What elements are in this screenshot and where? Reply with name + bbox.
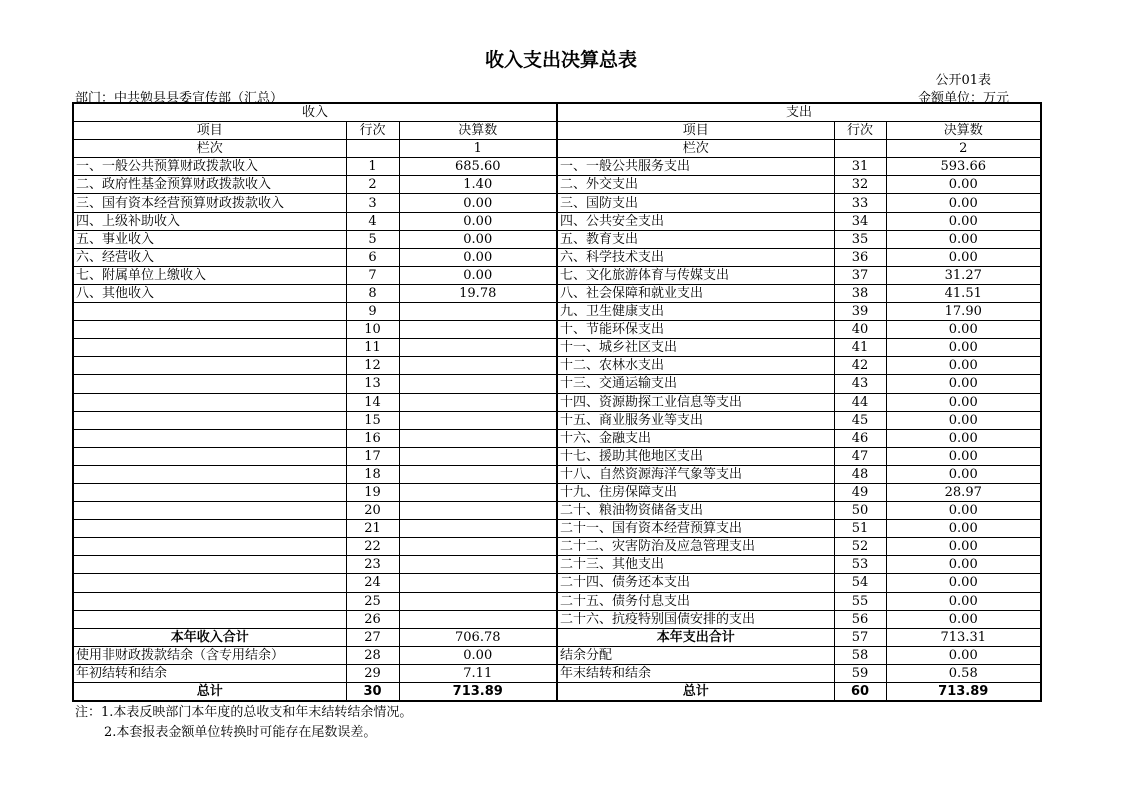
- income-item: [73, 483, 346, 501]
- income-row-no: 18: [346, 465, 399, 483]
- department-label: 部门：中共勉县县委宣传部（汇总）: [75, 91, 284, 106]
- expense-column-number: 2: [886, 140, 1041, 158]
- balance-usage-row: [73, 646, 1041, 664]
- expense-row-no: 32: [834, 176, 886, 194]
- table-row: [73, 574, 1041, 592]
- income-item: [73, 574, 346, 592]
- income-value: [399, 447, 557, 465]
- expense-row-no: 55: [834, 592, 886, 610]
- expense-item: 二十五、债务付息支出: [557, 592, 834, 610]
- expense-row-no: 34: [834, 212, 886, 230]
- income-value: 0.00: [399, 230, 557, 248]
- income-value: [399, 502, 557, 520]
- table-row: [73, 502, 1041, 520]
- expense-item: 八、社会保障和就业支出: [557, 284, 834, 302]
- table-row: [73, 321, 1041, 339]
- income-grand-value: 713.89: [399, 683, 557, 702]
- income-value: 0.00: [399, 266, 557, 284]
- income-column-empty: [346, 140, 399, 158]
- income-value: [399, 393, 557, 411]
- income-value: [399, 339, 557, 357]
- expense-row58-no: 58: [834, 646, 886, 664]
- expense-value: 0.00: [886, 321, 1041, 339]
- expense-item: 二十一、国有资本经营预算支出: [557, 520, 834, 538]
- expense-row58-label: 结余分配: [557, 646, 834, 664]
- expense-value: 0.00: [886, 610, 1041, 628]
- expense-row-no: 48: [834, 465, 886, 483]
- income-row29-no: 29: [346, 664, 399, 682]
- expense-item: 十五、商业服务业等支出: [557, 411, 834, 429]
- expense-value: 0.00: [886, 393, 1041, 411]
- expense-item: 三、国防支出: [557, 194, 834, 212]
- income-row-no: 20: [346, 502, 399, 520]
- footnote-2: 2.本套报表金额单位转换时可能存在尾数误差。: [104, 725, 377, 740]
- income-section-header: 收入: [73, 103, 557, 122]
- income-value: 0.00: [399, 248, 557, 266]
- income-item: 一、一般公共预算财政拨款收入: [73, 158, 346, 176]
- income-column-label: 栏次: [73, 140, 346, 158]
- income-item: 六、经营收入: [73, 248, 346, 266]
- expense-value: 17.90: [886, 303, 1041, 321]
- expense-value: 0.00: [886, 357, 1041, 375]
- income-row29-label: 年初结转和结余: [73, 664, 346, 682]
- income-row-no: 6: [346, 248, 399, 266]
- table-row: [73, 556, 1041, 574]
- expense-value: 0.00: [886, 248, 1041, 266]
- expense-row-no: 38: [834, 284, 886, 302]
- income-item: [73, 520, 346, 538]
- income-item: 八、其他收入: [73, 284, 346, 302]
- income-row-no: 21: [346, 520, 399, 538]
- expense-item: 二、外交支出: [557, 176, 834, 194]
- income-item: [73, 465, 346, 483]
- income-total-value: 706.78: [399, 628, 557, 646]
- expense-item-header: 项目: [557, 122, 834, 140]
- income-row-no: 22: [346, 538, 399, 556]
- table-row: [73, 284, 1041, 302]
- expense-section-header: 支出: [557, 103, 1041, 122]
- expense-item: 五、教育支出: [557, 230, 834, 248]
- table-row: [73, 538, 1041, 556]
- table-row: [73, 230, 1041, 248]
- expense-item: 十六、金融支出: [557, 429, 834, 447]
- expense-row-no: 51: [834, 520, 886, 538]
- income-item: [73, 592, 346, 610]
- income-value: [399, 465, 557, 483]
- income-item: [73, 375, 346, 393]
- income-total-no: 27: [346, 628, 399, 646]
- income-row28-no: 28: [346, 646, 399, 664]
- income-value: 0.00: [399, 194, 557, 212]
- table-row: [73, 158, 1041, 176]
- expense-item: 十九、住房保障支出: [557, 483, 834, 501]
- income-row-no: 1: [346, 158, 399, 176]
- expense-item: 二十三、其他支出: [557, 556, 834, 574]
- expense-value: 593.66: [886, 158, 1041, 176]
- income-item: 五、事业收入: [73, 230, 346, 248]
- expense-item: 一、一般公共服务支出: [557, 158, 834, 176]
- expense-value: 0.00: [886, 212, 1041, 230]
- table-row: [73, 212, 1041, 230]
- expense-value: 0.00: [886, 230, 1041, 248]
- income-row-no: 14: [346, 393, 399, 411]
- expense-row-no: 52: [834, 538, 886, 556]
- income-amount-header: 决算数: [399, 122, 557, 140]
- income-item: 二、政府性基金预算财政拨款收入: [73, 176, 346, 194]
- expense-column-label: 栏次: [557, 140, 834, 158]
- expense-value: 0.00: [886, 411, 1041, 429]
- table-row: [73, 447, 1041, 465]
- expense-value: 0.00: [886, 592, 1041, 610]
- table-row: [73, 357, 1041, 375]
- income-value: [399, 610, 557, 628]
- income-item: [73, 411, 346, 429]
- income-item: [73, 502, 346, 520]
- expense-value: 0.00: [886, 465, 1041, 483]
- expense-row-no: 36: [834, 248, 886, 266]
- expense-value: 28.97: [886, 483, 1041, 501]
- income-item: [73, 610, 346, 628]
- income-value: [399, 429, 557, 447]
- expense-value: 0.00: [886, 375, 1041, 393]
- income-column-number: 1: [399, 140, 557, 158]
- expense-row-no: 33: [834, 194, 886, 212]
- income-row-no: 16: [346, 429, 399, 447]
- table-row: [73, 429, 1041, 447]
- expense-total-value: 713.31: [886, 628, 1041, 646]
- income-row-no: 23: [346, 556, 399, 574]
- income-item: [73, 556, 346, 574]
- income-grand-label: 总计: [73, 683, 346, 702]
- unit-label: 金额单位：万元: [917, 91, 1009, 106]
- expense-item: 七、文化旅游体育与传媒支出: [557, 266, 834, 284]
- table-row: [73, 339, 1041, 357]
- income-row-no: 10: [346, 321, 399, 339]
- income-row-no: 13: [346, 375, 399, 393]
- carryover-row: [73, 664, 1041, 682]
- expense-item: 十、节能环保支出: [557, 321, 834, 339]
- table-row: [73, 248, 1041, 266]
- expense-item: 十八、自然资源海洋气象等支出: [557, 465, 834, 483]
- expense-rowno-header: 行次: [834, 122, 886, 140]
- income-row-no: 8: [346, 284, 399, 302]
- income-row-no: 2: [346, 176, 399, 194]
- expense-row-no: 56: [834, 610, 886, 628]
- income-value: [399, 538, 557, 556]
- column-header-row: [73, 122, 1041, 140]
- expense-value: 0.00: [886, 339, 1041, 357]
- expense-item: 十三、交通运输支出: [557, 375, 834, 393]
- expense-value: 0.00: [886, 574, 1041, 592]
- expense-value: 0.00: [886, 194, 1041, 212]
- income-item: 四、上级补助收入: [73, 212, 346, 230]
- expense-row-no: 41: [834, 339, 886, 357]
- income-value: [399, 411, 557, 429]
- table-row: [73, 375, 1041, 393]
- expense-value: 0.00: [886, 556, 1041, 574]
- income-value: 0.00: [399, 212, 557, 230]
- table-row: [73, 592, 1041, 610]
- income-row-no: 17: [346, 447, 399, 465]
- table-row: [73, 520, 1041, 538]
- page-title: 收入支出决算总表: [484, 49, 637, 71]
- expense-item: 二十、粮油物资储备支出: [557, 502, 834, 520]
- expense-grand-value: 713.89: [886, 683, 1041, 702]
- table-row: [73, 411, 1041, 429]
- expense-item: 六、科学技术支出: [557, 248, 834, 266]
- expense-row-no: 35: [834, 230, 886, 248]
- income-row-no: 25: [346, 592, 399, 610]
- column-index-row: [73, 140, 1041, 158]
- income-value: 685.60: [399, 158, 557, 176]
- expense-amount-header: 决算数: [886, 122, 1041, 140]
- expense-row59-value: 0.58: [886, 664, 1041, 682]
- income-row28-value: 0.00: [399, 646, 557, 664]
- expense-item: 四、公共安全支出: [557, 212, 834, 230]
- table-row: [73, 176, 1041, 194]
- income-value: [399, 483, 557, 501]
- income-row-no: 24: [346, 574, 399, 592]
- table-row: [73, 465, 1041, 483]
- income-row-no: 5: [346, 230, 399, 248]
- expense-value: 0.00: [886, 502, 1041, 520]
- expense-item: 十四、资源勘探工业信息等支出: [557, 393, 834, 411]
- income-total-label: 本年收入合计: [73, 628, 346, 646]
- income-value: 1.40: [399, 176, 557, 194]
- expense-value: 0.00: [886, 538, 1041, 556]
- table-row: [73, 194, 1041, 212]
- income-value: [399, 556, 557, 574]
- table-row: [73, 483, 1041, 501]
- expense-row-no: 45: [834, 411, 886, 429]
- income-row-no: 19: [346, 483, 399, 501]
- income-grand-no: 30: [346, 683, 399, 702]
- income-row29-value: 7.11: [399, 664, 557, 682]
- expense-total-label: 本年支出合计: [557, 628, 834, 646]
- expense-row-no: 40: [834, 321, 886, 339]
- income-item: [73, 303, 346, 321]
- expense-value: 0.00: [886, 447, 1041, 465]
- expense-value: 0.00: [886, 520, 1041, 538]
- income-value: [399, 520, 557, 538]
- income-item: [73, 393, 346, 411]
- section-header-row: [73, 103, 1041, 122]
- income-row-no: 11: [346, 339, 399, 357]
- expense-row59-label: 年末结转和结余: [557, 664, 834, 682]
- income-row-no: 3: [346, 194, 399, 212]
- expense-row-no: 47: [834, 447, 886, 465]
- table-row: [73, 266, 1041, 284]
- footnote-1: 注：1.本表反映部门本年度的总收支和年末结转结余情况。: [75, 705, 413, 720]
- income-row-no: 12: [346, 357, 399, 375]
- expense-item: 二十四、债务还本支出: [557, 574, 834, 592]
- expense-row-no: 54: [834, 574, 886, 592]
- income-item: [73, 357, 346, 375]
- income-item: [73, 321, 346, 339]
- expense-column-empty: [834, 140, 886, 158]
- table-row: [73, 610, 1041, 628]
- expense-item: 二十二、灾害防治及应急管理支出: [557, 538, 834, 556]
- income-row-no: 15: [346, 411, 399, 429]
- income-item: 七、附属单位上缴收入: [73, 266, 346, 284]
- expense-item: 十一、城乡社区支出: [557, 339, 834, 357]
- income-value: [399, 303, 557, 321]
- expense-row-no: 43: [834, 375, 886, 393]
- expense-row-no: 44: [834, 393, 886, 411]
- expense-item: 九、卫生健康支出: [557, 303, 834, 321]
- expense-row-no: 50: [834, 502, 886, 520]
- income-item: [73, 538, 346, 556]
- expense-value: 0.00: [886, 429, 1041, 447]
- expense-row-no: 53: [834, 556, 886, 574]
- budget-summary-table: [72, 102, 1042, 702]
- table-row: [73, 393, 1041, 411]
- income-item: [73, 429, 346, 447]
- expense-value: 0.00: [886, 176, 1041, 194]
- income-value: [399, 574, 557, 592]
- expense-row-no: 42: [834, 357, 886, 375]
- expense-row59-no: 59: [834, 664, 886, 682]
- expense-row-no: 37: [834, 266, 886, 284]
- income-row-no: 26: [346, 610, 399, 628]
- expense-row-no: 49: [834, 483, 886, 501]
- grand-total-row: [73, 683, 1041, 702]
- income-value: 19.78: [399, 284, 557, 302]
- expense-value: 31.27: [886, 266, 1041, 284]
- expense-total-no: 57: [834, 628, 886, 646]
- income-value: [399, 592, 557, 610]
- expense-row-no: 39: [834, 303, 886, 321]
- expense-row-no: 46: [834, 429, 886, 447]
- expense-row58-value: 0.00: [886, 646, 1041, 664]
- income-row-no: 7: [346, 266, 399, 284]
- footnotes: [75, 703, 412, 743]
- income-item-header: 项目: [73, 122, 346, 140]
- expense-grand-label: 总计: [557, 683, 834, 702]
- income-value: [399, 357, 557, 375]
- expense-item: 二十六、抗疫特别国债安排的支出: [557, 610, 834, 628]
- income-row-no: 4: [346, 212, 399, 230]
- income-rowno-header: 行次: [346, 122, 399, 140]
- table-row: [73, 303, 1041, 321]
- income-value: [399, 321, 557, 339]
- income-item: [73, 339, 346, 357]
- income-item: [73, 447, 346, 465]
- income-total-row: [73, 628, 1041, 646]
- expense-item: 十二、农林水支出: [557, 357, 834, 375]
- expense-item: 十七、援助其他地区支出: [557, 447, 834, 465]
- income-value: [399, 375, 557, 393]
- income-item: 三、国有资本经营预算财政拨款收入: [73, 194, 346, 212]
- expense-grand-no: 60: [834, 683, 886, 702]
- expense-row-no: 31: [834, 158, 886, 176]
- expense-value: 41.51: [886, 284, 1041, 302]
- form-number: 公开01表: [935, 73, 991, 88]
- income-row-no: 9: [346, 303, 399, 321]
- income-row28-label: 使用非财政拨款结余（含专用结余）: [73, 646, 346, 664]
